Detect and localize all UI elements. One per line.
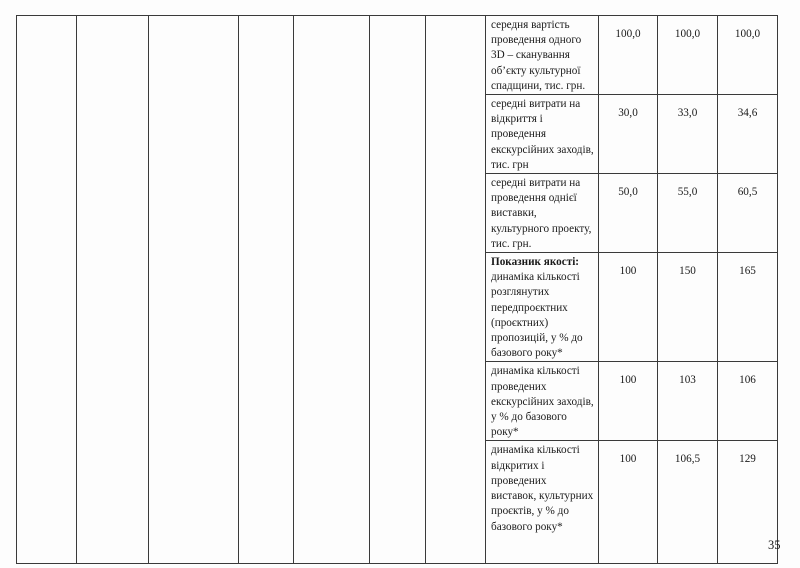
indicators-table [16,15,778,564]
indicator-text: динаміка кількості проведених екскурсійних заходів, у % до базового року* [491,365,594,439]
empty-cell-col1 [17,16,77,564]
quality-indicator-heading: Показник якості: [491,256,580,269]
table-row [17,16,778,95]
empty-cell-col7 [426,16,486,564]
value-year2: 150 [658,253,718,362]
value-year2: 106,5 [658,441,718,564]
indicator-cell [486,362,599,441]
indicator-cell [486,174,599,253]
value-year3: 100,0 [718,16,778,95]
empty-cell-col3 [149,16,239,564]
empty-cell-col2 [77,16,149,564]
indicator-cell [486,16,599,95]
empty-cell-col5 [294,16,370,564]
value-year2: 33,0 [658,95,718,174]
empty-cell-col4 [239,16,294,564]
indicator-cell [486,95,599,174]
value-year1: 100 [599,362,658,441]
value-year1: 100,0 [599,16,658,95]
indicator-cell [486,253,599,362]
value-year1: 100 [599,253,658,362]
value-year3: 165 [718,253,778,362]
indicator-text: середні витрати на відкриття і проведення екскурсійних заходів, тис. грн [491,98,594,171]
value-year2: 100,0 [658,16,718,95]
value-year3: 60,5 [718,174,778,253]
indicator-text: динаміка кількості розглянутих передпроєктних (проєктних) пропозицій, у % до базового року* [491,271,583,360]
indicator-cell [486,441,599,564]
empty-cell-col6 [370,16,426,564]
value-year1: 100 [599,441,658,564]
value-year1: 50,0 [599,174,658,253]
value-year3: 106 [718,362,778,441]
indicator-text: середні витрати на проведення однієї виставки, культурного проекту, тис. грн. [491,177,592,250]
page-number: 35 [768,538,781,552]
value-year1: 30,0 [599,95,658,174]
value-year3: 129 [718,441,778,564]
value-year3: 34,6 [718,95,778,174]
value-year2: 55,0 [658,174,718,253]
indicator-text: середня вартість проведення одного 3D – сканування об’єкту культурної спадщини, тис. грн. [491,19,586,92]
value-year2: 103 [658,362,718,441]
indicator-text: динаміка кількості відкритих і проведених виставок, культурних проєктів, у % до базового року* [491,444,594,533]
